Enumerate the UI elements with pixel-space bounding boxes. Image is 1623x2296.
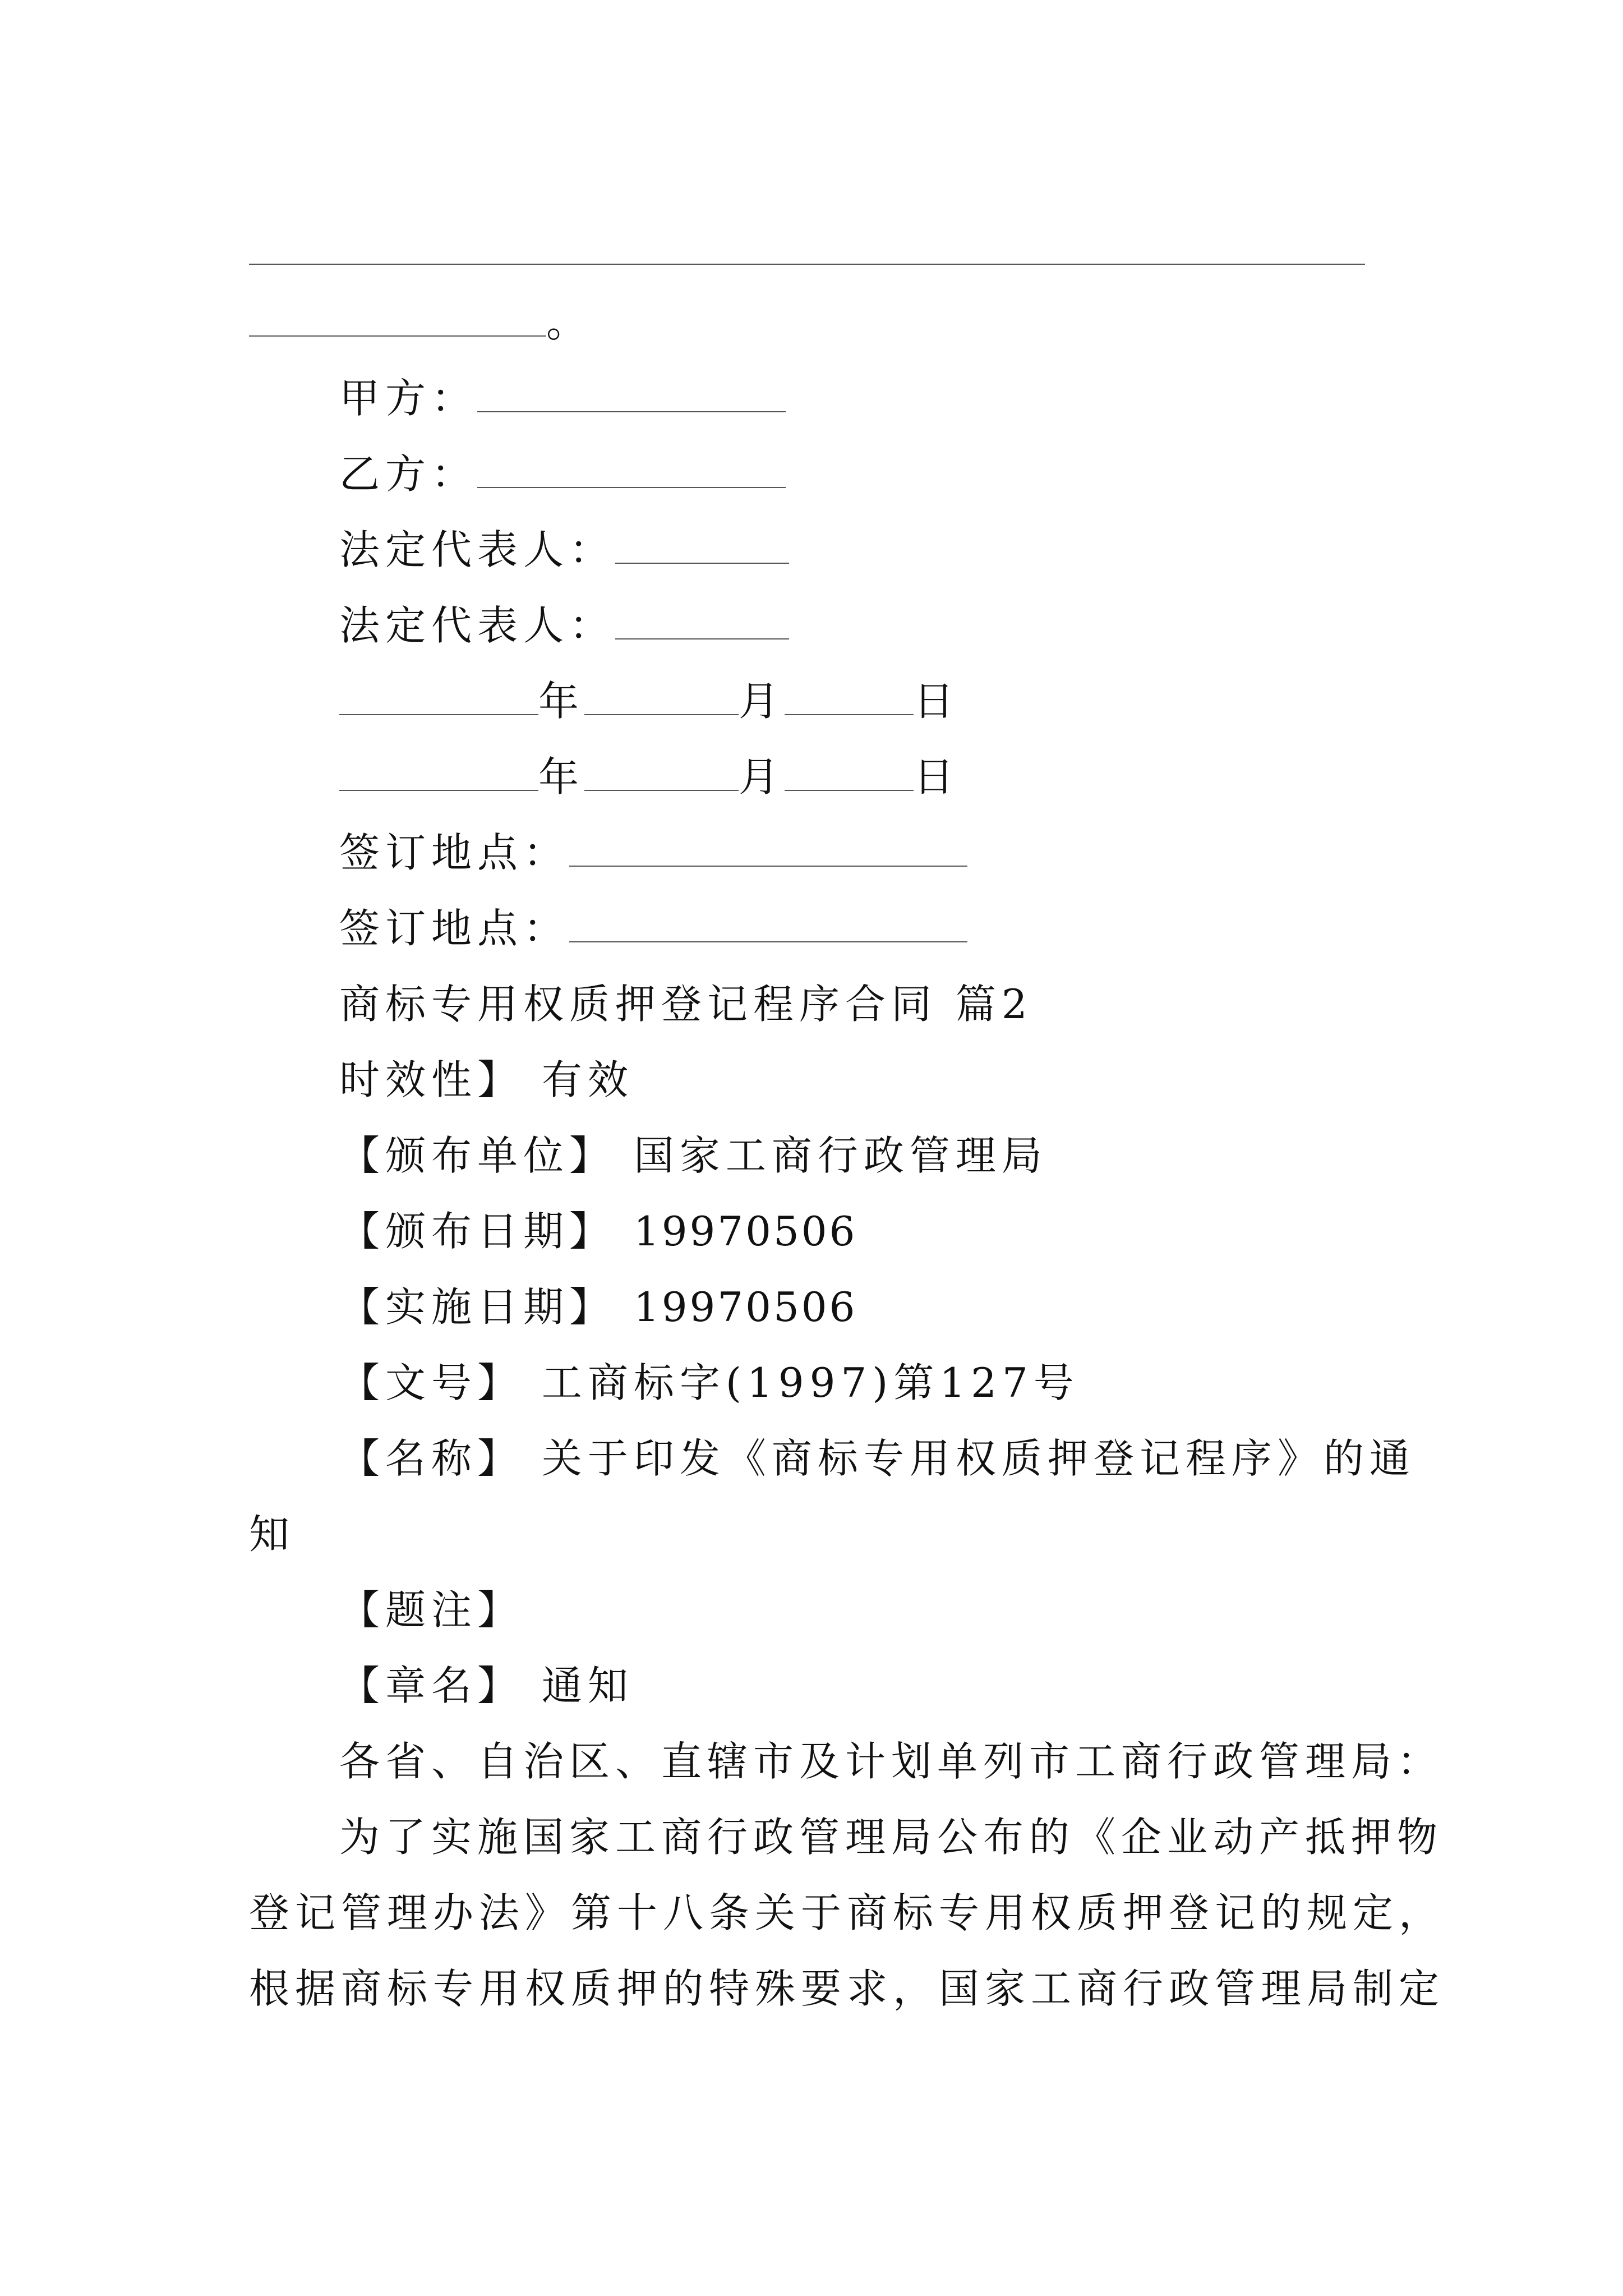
- party-a-field[interactable]: [477, 411, 786, 412]
- meta-doc-no: [339, 1355, 1080, 1411]
- meta-issuer-label: 【颁布单位】: [339, 1132, 616, 1179]
- party-b-field[interactable]: [477, 487, 786, 488]
- party-a-row: [339, 370, 786, 426]
- meta-name-label: 【名称】: [339, 1435, 524, 1482]
- year-label-1: 年: [538, 678, 585, 725]
- section-title: 商标专用权质押登记程序合同 篇2: [339, 981, 1033, 1028]
- meta-issue-date: [339, 1203, 857, 1259]
- place-field-2[interactable]: [569, 941, 967, 942]
- meta-effective-date-value: 19970506: [633, 1283, 857, 1331]
- meta-validity: [339, 1052, 634, 1108]
- meta-note-label: 【题注】: [339, 1586, 524, 1634]
- rep-label-1: 法定代表人：: [339, 526, 616, 573]
- meta-chapter-value: 通知: [541, 1662, 634, 1709]
- meta-chapter-label: 【章名】: [339, 1662, 524, 1709]
- rep-field-1[interactable]: [615, 563, 789, 564]
- day-label-1: 日: [914, 678, 960, 725]
- day-field-1[interactable]: [785, 714, 914, 715]
- blank-field[interactable]: [249, 335, 546, 337]
- month-label-1: 月: [739, 678, 785, 725]
- rep-field-2[interactable]: [615, 638, 789, 639]
- paragraph-line-3: 根据商标专用权质押的特殊要求，国家工商行政管理局制定: [249, 1965, 1445, 2012]
- month-field-1[interactable]: [584, 714, 739, 715]
- month-label-2: 月: [739, 753, 785, 800]
- year-field-2[interactable]: [339, 790, 538, 791]
- party-b-row: [339, 446, 786, 502]
- rep-label-2: 法定代表人：: [339, 602, 616, 649]
- party-b-label: 乙方：: [339, 450, 478, 498]
- paragraph-line-1: 为了实施国家工商行政管理局公布的《企业动产抵押物: [339, 1814, 1444, 1861]
- meta-issuer: [339, 1128, 1048, 1184]
- blank-line-end: [249, 295, 592, 351]
- meta-effective-date: [339, 1279, 857, 1335]
- party-a-label: 甲方：: [339, 375, 478, 422]
- rep-row-2: [339, 597, 789, 654]
- meta-issuer-value: 国家工商行政管理局: [633, 1132, 1048, 1179]
- meta-name: [339, 1430, 1415, 1487]
- meta-name-value: 关于印发《商标专用权质押登记程序》的通: [541, 1435, 1415, 1482]
- year-label-2: 年: [538, 753, 585, 800]
- place-row-2: [339, 900, 967, 956]
- day-field-2[interactable]: [785, 790, 914, 791]
- meta-doc-no-label: 【文号】: [339, 1359, 524, 1406]
- month-field-2[interactable]: [584, 790, 739, 791]
- day-label-2: 日: [914, 753, 960, 800]
- place-label-2: 签订地点：: [339, 905, 570, 952]
- paragraph-line-2: 登记管理办法》第十八条关于商标专用权质押登记的规定，: [249, 1889, 1445, 1936]
- date-row-1: [339, 673, 960, 729]
- date-row-2: [339, 749, 960, 805]
- place-label-1: 签订地点：: [339, 829, 570, 876]
- meta-issue-date-label: 【颁布日期】: [339, 1208, 616, 1255]
- meta-issue-date-value: 19970506: [633, 1208, 857, 1255]
- blank-line-full: [249, 264, 1365, 265]
- salutation: 各省、自治区、直辖市及计划单列市工商行政管理局：: [339, 1738, 1444, 1785]
- meta-name-cont: 知: [249, 1511, 296, 1558]
- rep-row-1: [339, 522, 789, 578]
- meta-validity-value: 有效: [541, 1056, 634, 1103]
- end-punct: 。: [546, 299, 593, 346]
- meta-chapter: [339, 1658, 634, 1714]
- meta-doc-no-value: 工商标字(1997)第127号: [541, 1359, 1080, 1406]
- year-field-1[interactable]: [339, 714, 538, 715]
- meta-effective-date-label: 【实施日期】: [339, 1283, 616, 1331]
- meta-note: [339, 1582, 523, 1638]
- place-row-1: [339, 825, 967, 881]
- place-field-1[interactable]: [569, 866, 967, 867]
- meta-validity-label: 时效性】: [339, 1056, 524, 1103]
